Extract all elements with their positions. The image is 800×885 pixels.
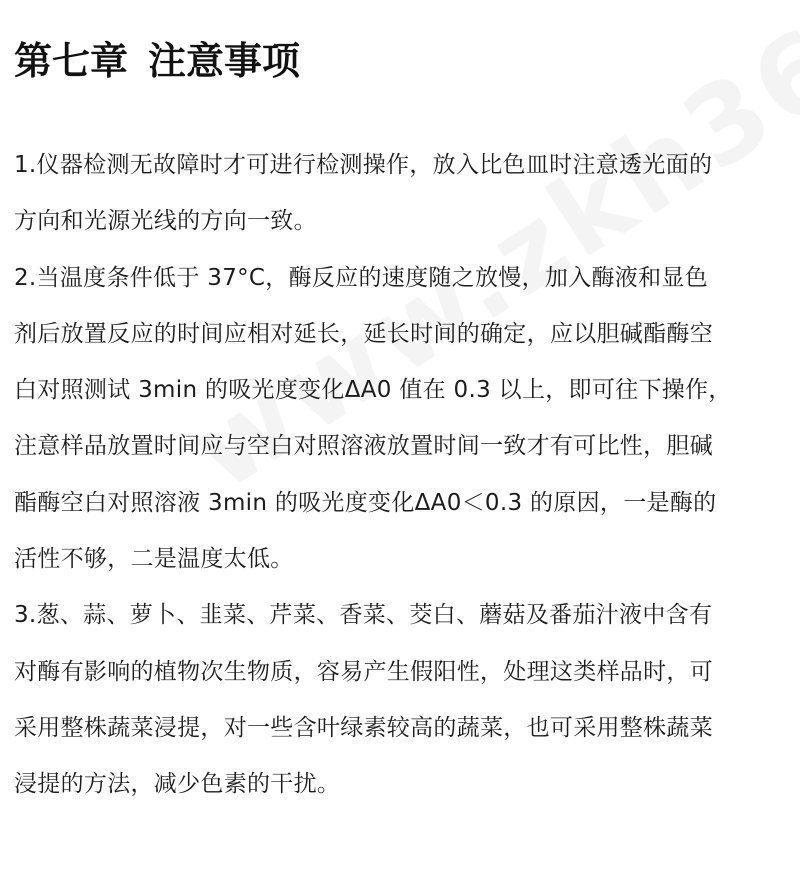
page-title [14,32,300,90]
note-line: 剂后放置反应的时间应相对延长，延长时间的确定，应以胆碱酯酶空 [14,320,713,347]
note-line: 活性不够，二是温度太低。 [14,546,294,573]
chapter-title: 注意事项 [148,39,301,83]
note-paragraph-3 [14,587,794,812]
note-line: 1.仪器检测无故障时才可进行检测操作，放入比色皿时注意透光面的 [14,152,713,178]
note-line: 酯酶空白对照溶液 3min 的吸光度变化ΔA0＜0.3 的原因，一是酶的 [14,489,717,516]
chapter-label: 第七章 [14,39,129,83]
note-line: 采用整株蔬菜浸提，对一些含叶绿素较高的蔬菜，也可采用整株蔬菜 [14,714,713,741]
note-line: 注意样品放置时间应与空白对照溶液放置时间一致才有可比性，胆碱 [14,433,713,460]
note-line: 浸提的方法，减少色素的干扰。 [14,771,341,798]
note-paragraph-1 [14,137,794,250]
note-line: 方向和光源光线的方向一致。 [14,208,317,235]
note-line: 白对照测试 3min 的吸光度变化ΔA0 值在 0.3 以上，即可往下操作， [14,377,732,404]
note-line: 3.葱、蒜、萝卜、韭菜、芹菜、香菜、茭白、蘑菇及番茄汁液中含有 [14,602,713,629]
notes-body [14,137,794,813]
note-line: 对酶有影响的植物次生物质，容易产生假阳性，处理这类样品时，可 [14,658,713,685]
note-line: 2.当温度条件低于 37°C，酶反应的速度随之放慢，加入酶液和显色 [14,264,708,291]
note-paragraph-2 [14,250,794,588]
